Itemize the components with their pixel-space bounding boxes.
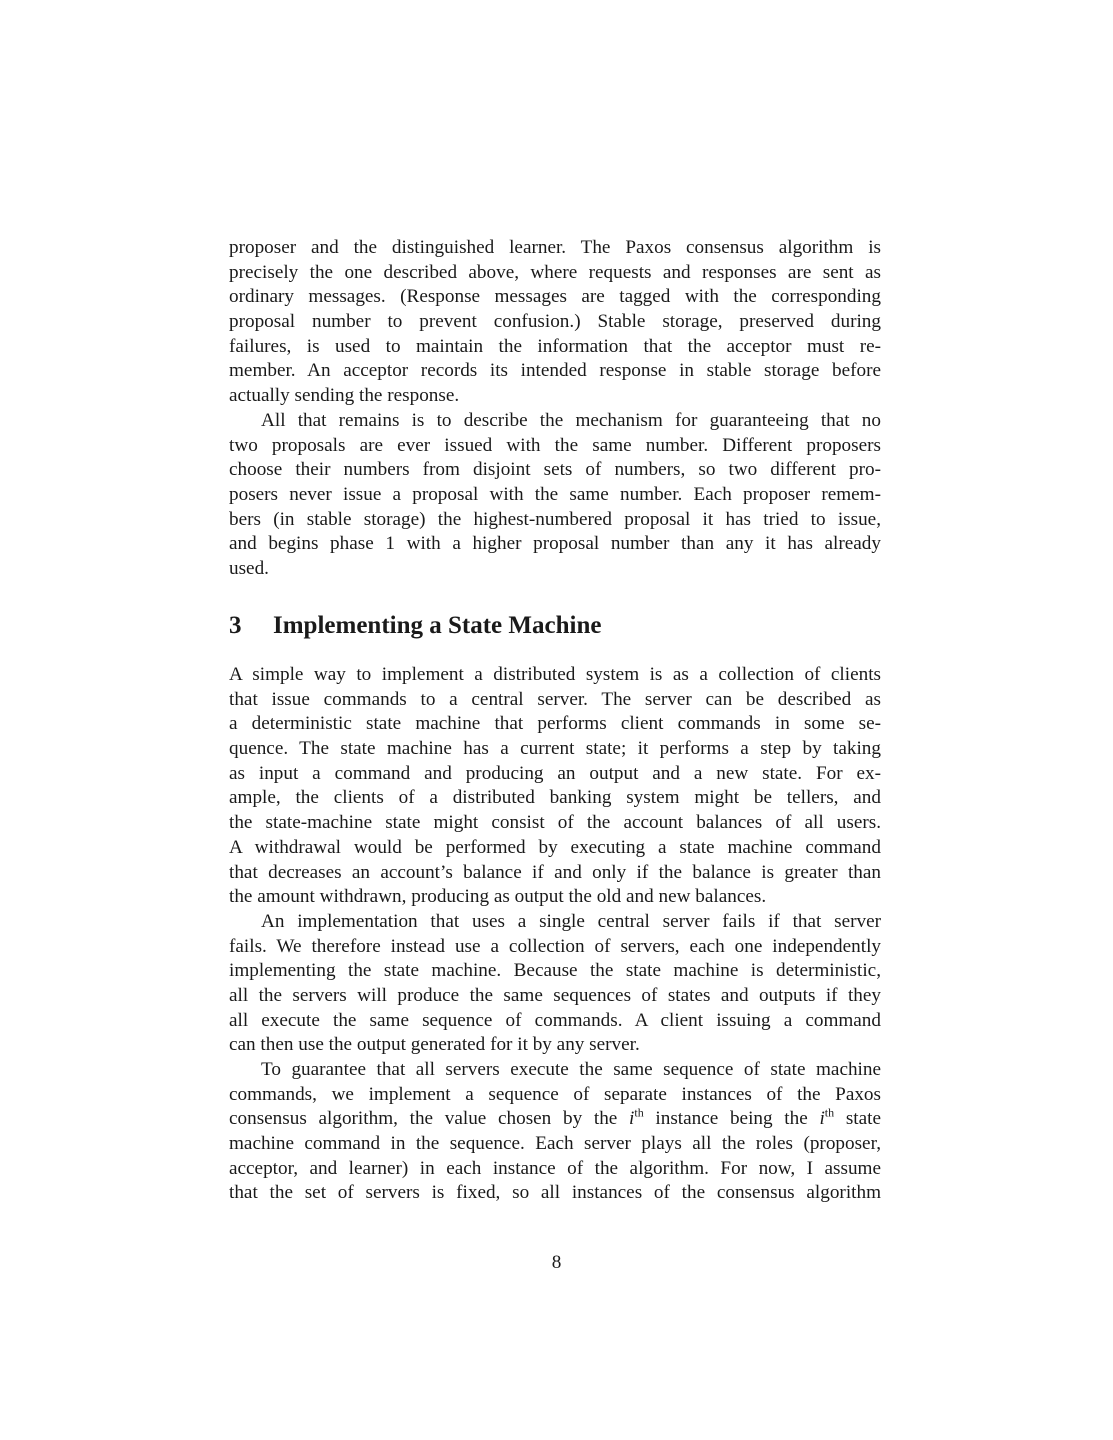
text-line: used. bbox=[229, 558, 269, 580]
text-line: all execute the same sequence of commands. A client issuing a command bbox=[229, 1009, 881, 1031]
text-line: a deterministic state machine that performs client commands in some se- bbox=[229, 713, 881, 735]
text-line: two proposals are ever issued with the same number. Different proposers bbox=[229, 434, 881, 456]
text-line: A simple way to implement a distributed system is as a collection of clients bbox=[229, 664, 881, 685]
text-line: All that remains is to describe the mechanism for guaranteeing that no bbox=[261, 410, 881, 431]
text-line: implementing the state machine. Because the state machine is deterministic, bbox=[229, 960, 881, 982]
text-line: and begins phase 1 with a higher proposal number than any it has already bbox=[229, 533, 881, 555]
text-line: An implementation that uses a single central server fails if that server bbox=[261, 911, 881, 932]
text-line: precisely the one described above, where requests and responses are sent as bbox=[229, 261, 881, 283]
text-line: bers (in stable storage) the highest-numbered proposal it has tried to issue, bbox=[229, 508, 881, 530]
text-line: as input a command and producing an output and a new state. For ex- bbox=[229, 762, 881, 784]
text-line: actually sending the response. bbox=[229, 385, 460, 407]
text-line: machine command in the sequence. Each server plays all the roles (proposer, bbox=[229, 1133, 881, 1155]
paragraph-multiple-servers bbox=[229, 910, 881, 1058]
text-line: that issue commands to a central server. The server can be described as bbox=[229, 688, 881, 710]
text-line: proposal number to prevent confusion.) Stable storage, preserved during bbox=[229, 311, 881, 333]
superscript: th bbox=[634, 1105, 644, 1120]
math-variable: i bbox=[819, 1108, 825, 1130]
paragraph-paxos-messages bbox=[229, 236, 881, 409]
text-line: failures, is used to maintain the information that the acceptor must re- bbox=[229, 335, 881, 357]
paragraph-state-machine-intro bbox=[229, 663, 881, 910]
text-line: that decreases an account’s balance if and only if the balance is greater than bbox=[229, 861, 881, 883]
text-line: acceptor, and learner) in each instance of the algorithm. For now, I assume bbox=[229, 1157, 881, 1179]
math-variable: i bbox=[629, 1108, 635, 1130]
text-line: commands, we implement a sequence of separate instances of the Paxos bbox=[229, 1083, 881, 1105]
text-line: all the servers will produce the same sequences of states and outputs if they bbox=[229, 985, 881, 1007]
text-line: can then use the output generated for it by any server. bbox=[229, 1034, 640, 1056]
text-line: member. An acceptor records its intended response in stable storage before bbox=[229, 360, 881, 382]
text-line: that the set of servers is fixed, so all instances of the consensus algorithm bbox=[229, 1182, 881, 1204]
text-line: ample, the clients of a distributed banking system might be tellers, and bbox=[229, 787, 881, 809]
text-line: fails. We therefore instead use a collection of servers, each one independently bbox=[229, 935, 881, 957]
text-line: quence. The state machine has a current state; it performs a step by taking bbox=[229, 738, 881, 760]
text-span: instance being the bbox=[643, 1108, 820, 1130]
section-heading bbox=[229, 612, 601, 640]
text-line bbox=[229, 1107, 881, 1132]
section-title: Implementing a State Machine bbox=[273, 612, 602, 639]
text-span: state bbox=[834, 1108, 881, 1130]
text-line: A withdrawal would be performed by executing a state machine command bbox=[229, 836, 881, 858]
text-line: posers never issue a proposal with the same number. Each proposer remem- bbox=[229, 484, 881, 506]
text-span: consensus algorithm, the value chosen by the bbox=[229, 1108, 630, 1130]
text-line: To guarantee that all servers execute the same sequence of state machine bbox=[261, 1059, 881, 1080]
paragraph-proposal-numbers bbox=[229, 409, 881, 582]
page-number: 8 bbox=[551, 1252, 562, 1273]
text-line: choose their numbers from disjoint sets of numbers, so two different pro- bbox=[229, 459, 881, 481]
paragraph-paxos-instances bbox=[229, 1058, 881, 1206]
text-line: the state-machine state might consist of the account balances of all users. bbox=[229, 812, 881, 834]
section-number: 3 bbox=[229, 612, 242, 639]
text-line: the amount withdrawn, producing as output the old and new balances. bbox=[229, 886, 767, 908]
text-line: ordinary messages. (Response messages are tagged with the corresponding bbox=[229, 286, 881, 308]
text-line: proposer and the distinguished learner. The Paxos consensus algorithm is bbox=[229, 237, 881, 258]
superscript: th bbox=[824, 1105, 835, 1120]
